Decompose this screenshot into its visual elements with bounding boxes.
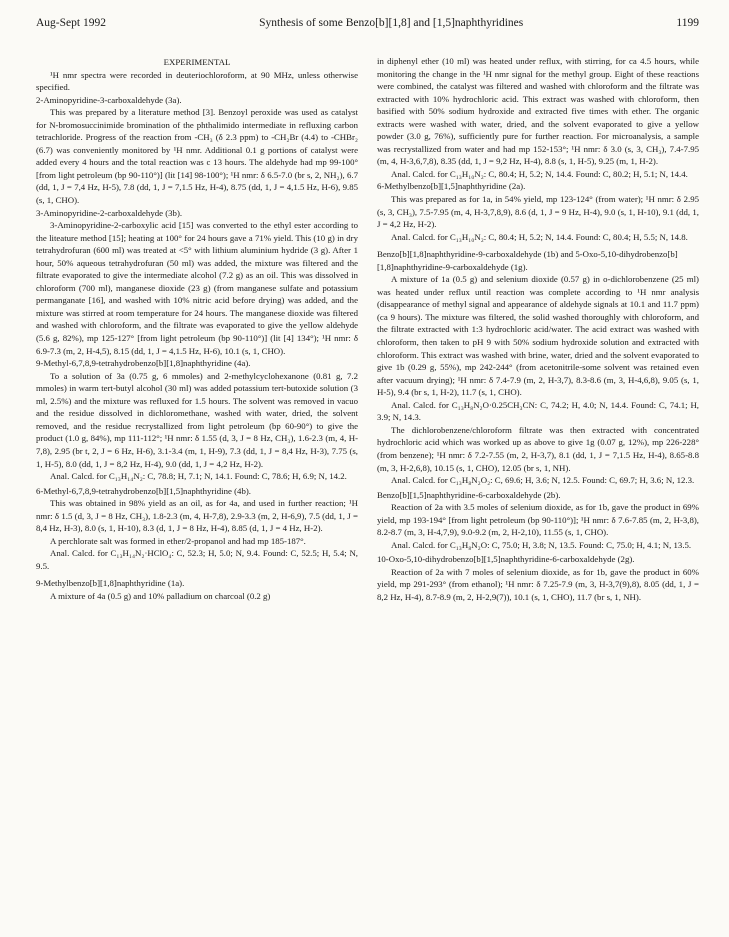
running-header xyxy=(36,17,699,33)
paragraph: Anal. Calcd. for C₁₃H₁₀N₂: C, 80.4; H, 5.2; N, 14.4. Found: C, 80.2; H, 5.1; N, 14.4. xyxy=(391,168,688,179)
paragraph: A mixture of 1a (0.5 g) and selenium dioxide (0.57 g) in o-dichlorobenzene (25 ml) was heated under reflux until reaction was complete according to ¹H nmr analysis (disappearance of methyl signal and appearance of aldehyde signals at 10.1 and 11.7 ppm) (ca 9 hours). The mixture was filtered, the solid washed thoroughly with chloroform, and the filtrate extracted with 1:3 hydrochloric acid/water. The acid extract was washed with chloroform, then taken to pH 9 with 50% sodium hydroxide solution and extracted with chloroform. This extract was washed with brine, water, dried and the solvent evaporated to give 1b (0.29 g, 55%), mp 242-244° (from acetonitrile-some solvent was retained even after vacuum drying); ¹H nmr: δ 7.4-7.9 (m, 2, H-3,7), 8.3-8.6 (m, 3, H-4,6,8), 9.05 (s, 1, H-5), 9.4 (br s, 1, H-2), 11.7 (s, 1, CHO). xyxy=(377,274,699,398)
paragraph: This was prepared as for 1a, in 54% yield, mp 123-124° (from water); ¹H nmr: δ 2.95 (s, 3, CH₃), 7.5-7.95 (m, 4, H-3,7,8,9), 8.6 (d, 1, J = 9 Hz, H-4), 9.0 (s, 1, H-10), 9.1 (dd, 1, J = 4,2 Hz, H-2). xyxy=(377,194,699,230)
paragraph: To a solution of 3a (0.75 g, 6 mmoles) and 2-methylcyclohexanone (0.81 g, 7.2 mmoles) in warm tert-butyl alcohol (30 ml) was added potassium tert-butoxide solution (3 ml, 2.5%) and the mixture was refluxed for 1.5 hours. The solvent was removed in vacuo and the residue dissolved in dichloromethane, washed with water, dried, the solvent removed, and the residue recrystallized from light petroleum (bp 60-90°) to give the product (1.0 g, 84%), mp 111-112°; ¹H nmr: δ 1.55 (d, 3, J = 8 Hz, CH₃), 1.6-2.3 (m, 4, H-7,8), 2.95 (br t, 2, J = 6 Hz, H-6), 3.1-3.4 (m, 1, H-9), 7.3 (dd, 1, J = 8,4 Hz, H-3), 7.75 (s, 1, H-5), 8.0 (dd, 1, J = 8,2 Hz, H-4), 9.0 (dd, 1, J = 4,2 Hz, H-2). xyxy=(36,370,358,469)
section-heading: 2-Aminopyridine-3-carboxaldehyde (3a). xyxy=(36,94,182,105)
section-heading: 6-Methyl-6,7,8,9-tetrahydrobenzo[b][1,5]naphthyridine (4b). xyxy=(36,485,251,496)
paragraph: Anal. Calcd. for C₁₃H₁₄N₂·HClO₄: C, 52.3; H, 5.0; N, 9.4. Found: C, 52.5; H, 5.4; N, 9.5. xyxy=(36,548,358,571)
section-heading: 9-Methyl-6,7,8,9-tetrahydrobenzo[b][1,8]naphthyridine (4a). xyxy=(36,358,251,369)
paragraph: Anal. Calcd. for C₁₃H₈N₂O₂: C, 69.6; H, 3.6; N, 12.5. Found: C, 69.7; H, 3.6; N, 12.3. xyxy=(391,475,695,486)
paragraph: ¹H nmr spectra were recorded in deuteriochloroform, at 90 MHz, unless otherwise specified. xyxy=(36,69,358,93)
paragraph: The dichlorobenzene/chloroform filtrate was then extracted with concentrated hydrochloric acid which was worked up as above to give 1g (0.07 g, 12%), mp 226-228° (from benzene); ¹H nmr: δ 7.2-7.55 (m, 2, H-3,7), 8.1 (dd, 1, J = 7,1.5 Hz, H-4), 8.65-8.8 (m, 3, H-2,6,8), 10.15 (s, 1, CHO), 12.05 (br s, 1, NH). xyxy=(377,424,699,473)
paragraph: in diphenyl ether (10 ml) was heated under reflux, with stirring, for ca 4.5 hours, while monitoring the change in the ¹H nmr signal for the methyl group. Eight of these reactions were combined, the catalyst was filtered and washed with chloroform and the filtrate was extracted with 10% hydrochloric acid. This extract was washed with chloroform, then basified with 50% sodium hydroxide and extracted five times with ether. The organic extracts were washed with water, dried, and the solvent evaporated to give a yellow powder (3.0 g, 76%), sufficiently pure for further reaction. For microanalysis, a sample was recrystallized from water and had mp 152-153°; ¹H nmr: δ 3.0 (s, 3, CH₃), 7.4-7.95 (m, 4, H-3,6,7,8), 8.35 (dd, 1, J = 9,2 Hz, H-4), 8.8 (s, 1, H-5), 9.25 (m, 1, H-2). xyxy=(377,56,699,167)
paragraph: Anal. Calcd. for C₁₃H₈N₂O·0.25CH₃CN: C, 74.2; H, 4.0; N, 14.4. Found: C, 74.1; H, 3.9; N, 14.3. xyxy=(377,399,699,423)
paragraph: Anal. Calcd. for C₁₃H₁₀N₂: C, 80.4; H, 5.2; N, 14.4. Found: C, 80.4; H, 5.5; N, 14.8. xyxy=(391,231,688,242)
right-column xyxy=(377,55,699,604)
running-title: Synthesis of some Benzo[b][1,8] and [1,5]naphthyridines xyxy=(259,17,524,29)
paragraph: A mixture of 4a (0.5 g) and 10% palladium on charcoal (0.2 g) xyxy=(50,590,271,601)
section-heading: 3-Aminopyridine-2-carboxaldehyde (3b). xyxy=(36,207,183,218)
paragraph: Anal. Calcd. for C₁₃H₁₄N₂: C, 78.8; H, 7.1; N, 14.1. Found: C, 78.6; H, 6.9; N, 14.2. xyxy=(50,471,347,482)
paragraph: Anal. Calcd. for C₁₃H₈N₂O: C, 75.0; H, 3.8; N, 13.5. Found: C, 75.0; H, 4.1; N, 13.5. xyxy=(391,539,692,550)
section-heading: Benzo[b][1,5]naphthyridine-6-carboxaldehyde (2b). xyxy=(377,489,561,500)
section-heading: 6-Methylbenzo[b][1,5]naphthyridine (2a). xyxy=(377,181,526,192)
paragraph: This was prepared by a literature method [3]. Benzoyl peroxide was used as catalyst for N-bromosuccinimide bromination of the phthalimido intermediate in refluxing carbon tetrachloride. Progress of the reaction from -CH₃ (δ 2.3 ppm) to -CH₂Br (4.4) to -CHBr₂ (6.7) was conveniently monitored by ¹H nmr. Additional 0.1 g portions of catalyst were added every 4 hours and the total reaction was c 13 hours. The aldehyde had mp 99-100° [from light petroleum (bp 90-110°)] (lit [14] 98-100°); ¹H nmr: δ 6.5-7.0 (br s, 2, NH₂), 6.7 (dd, 1, J = 7,4 Hz, H-5), 7.8 (dd, 1, J = 7,1.5 Hz, H-4), 8.75 (dd, 1, J = 4,1.5 Hz, H-6), 9.85 (s, 1, CHO). xyxy=(36,107,358,206)
section-heading: 9-Methylbenzo[b][1,8]naphthyridine (1a). xyxy=(36,578,185,589)
section-heading: 10-Oxo-5,10-dihydrobenzo[b][1,5]naphthyridine-6-carboxaldehyde (2g). xyxy=(377,554,635,565)
section-title: EXPERIMENTAL xyxy=(163,57,231,67)
section-heading: Benzo[b][1,8]naphthyridine-9-carboxaldehyde (1b) and 5-Oxo-5,10-dihydrobenzo[b][1,8]naphthyridine-9-carboxaldehyde (1g). xyxy=(377,249,678,272)
paragraph: Reaction of 2a with 3.5 moles of selenium dioxide, as for 1b, gave the product in 69% yield, mp 193-194° [from light petroleum (bp 90-110°)]; ¹H nmr: δ 7.6-7.85 (m, 2, H-3,8), 8.2-8.7 (m, 3, H-4,7,9), 9.0-9.2 (m, 2, H-2,10), 11.55 (s, 1, CHO). xyxy=(377,502,699,538)
paragraph: A perchlorate salt was formed in ether/2-propanol and had mp 185-187°. xyxy=(50,535,306,546)
paragraph: 3-Aminopyridine-2-carboxylic acid [15] was converted to the ethyl ester according to the liteature method [15]; heating at 100° for 24 hours gave a 71% yield. This (10 g) in dry tetrahydrofuran (600 ml) was treated at <5° with lithium aluminium hydride (3 g). After 1 hour, 50% aqueous tetrahydrofuran (50 ml) was added, the mixture was filtered and the filtrate evaporated to give the intermediate alcohol (7.2 g) as an oil. This was dissolved in chloroform (700 ml), manganese dioxide (23 g) (from manganese sulfate and potassium permanganate [16], and washed with 10% nitric acid before drying) was added, and the mixture was stirred at room temperature for 24 hours. The manganese dioxide was filtered and washed with chloroform, and the filtrate was evaporated to give the yellow aldehyde (5.6 g, 82%), mp 125-127° [from light petroleum (bp 90-110°)] (lit [4] 134°); ¹H nmr: δ 6.9-7.3 (m, 2, H-4,5), 8.15 (dd, 1, J = 4,1.5 Hz, H-6), 10.1 (s, 1, CHO). xyxy=(36,220,358,356)
paragraph: This was obtained in 98% yield as an oil, as for 4a, and used in further reaction; ¹H nmr: δ 1.5 (d, 3, J = 8 Hz, CH₃), 1.8-2.3 (m, 4, H-7,8), 2.9-3.3 (m, 2, H-6,9), 7.5 (dd, 1, J = 8,4 Hz, H-3), 8.0 (s, 1, H-10), 8.3 (d, 1, J = 8 Hz, H-4), 8.85 (d, 1, J = 4 Hz, H-2). xyxy=(36,498,358,534)
journal-date: Aug-Sept 1992 xyxy=(36,17,106,29)
left-column xyxy=(36,56,358,603)
paragraph: Reaction of 2a with 7 moles of selenium dioxide, as for 1b, gave the product in 60% yield, mp 291-293° (from ethanol); ¹H nmr: δ 7.25-7.9 (m, 3, H-3,7(9),8), 8.05 (dd, 1, J = 8,2 Hz, H-4), 8.7-8.9 (m, 2, H-2,9(7)), 10.1 (s, 1, CHO), 11.7 (br s, 1, NH). xyxy=(377,566,699,602)
page-number: 1199 xyxy=(676,17,699,29)
